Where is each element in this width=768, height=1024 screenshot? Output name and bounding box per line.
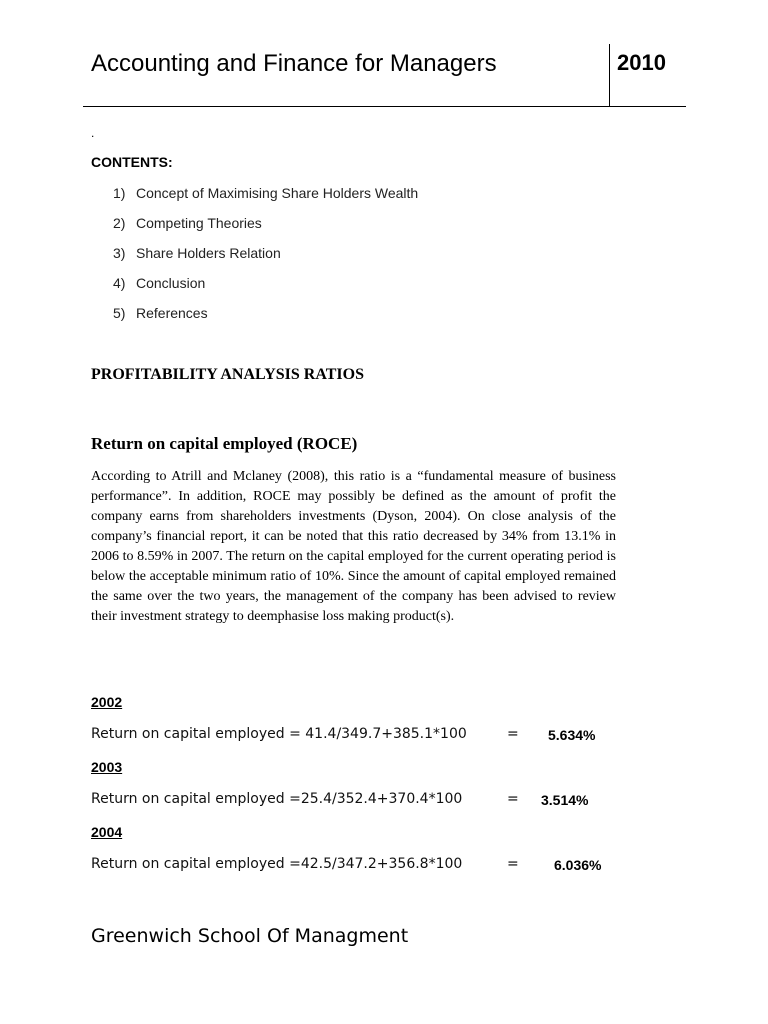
list-label: Share Holders Relation [136, 245, 281, 261]
list-item [113, 243, 418, 273]
equals-sign: = [507, 856, 519, 872]
list-number: 5) [113, 305, 126, 321]
list-number: 1) [113, 185, 126, 201]
roce-result-2003: 3.514% [541, 792, 589, 808]
school-footer: Greenwich School Of Managment [91, 925, 409, 947]
list-item [113, 183, 418, 213]
list-item [113, 273, 418, 303]
list-item [113, 213, 418, 243]
list-label: Conclusion [136, 275, 206, 291]
list-number: 3) [113, 245, 126, 261]
header-divider-vertical [609, 44, 610, 106]
stray-dot: . [91, 126, 95, 140]
header-divider-horizontal [83, 106, 686, 107]
equals-sign: = [507, 726, 519, 742]
list-number: 2) [113, 215, 126, 231]
list-label: Competing Theories [136, 215, 262, 231]
roce-formula-2004: Return on capital employed =42.5/347.2+356.8*100 [91, 856, 463, 872]
document-title: Accounting and Finance for Managers [91, 50, 497, 77]
list-label: Concept of Maximising Share Holders Wealth [136, 185, 419, 201]
roce-paragraph: According to Atrill and Mclaney (2008), this ratio is a “fundamental measure of business performance”. In addition, ROCE may possibly be defined as the amount of profit the company earns from shareholders investments (Dyson, 2004). On close analysis of the company’s financial report, it can be noted that this ratio decreased by 34% from 13.1% in 2006 to 8.59% in 2007. The return on the capital employed for the current operating period is below the acceptable minimum ratio of 10%. Since the amount of capital employed remained the same over the two years, the management of the company has been advised to review their investment strategy to deemphasise loss making product(s). [91, 469, 616, 624]
year-label-2002: 2002 [91, 694, 123, 710]
year-label-2004: 2004 [91, 824, 123, 840]
year-label-2003: 2003 [91, 759, 123, 775]
equals-sign: = [507, 791, 519, 807]
list-item [113, 303, 418, 333]
roce-result-2002: 5.634% [548, 727, 596, 743]
roce-formula-2002: Return on capital employed = 41.4/349.7+385.1*100 [91, 726, 467, 742]
list-label: References [136, 305, 208, 321]
contents-list [113, 183, 418, 333]
list-number: 4) [113, 275, 126, 291]
document-year: 2010 [617, 50, 666, 75]
section-heading: PROFITABILITY ANALYSIS RATIOS [91, 366, 364, 383]
roce-heading: Return on capital employed (ROCE) [91, 434, 358, 453]
contents-heading: CONTENTS: [91, 154, 173, 170]
roce-result-2004: 6.036% [554, 857, 602, 873]
roce-formula-2003: Return on capital employed =25.4/352.4+370.4*100 [91, 791, 463, 807]
